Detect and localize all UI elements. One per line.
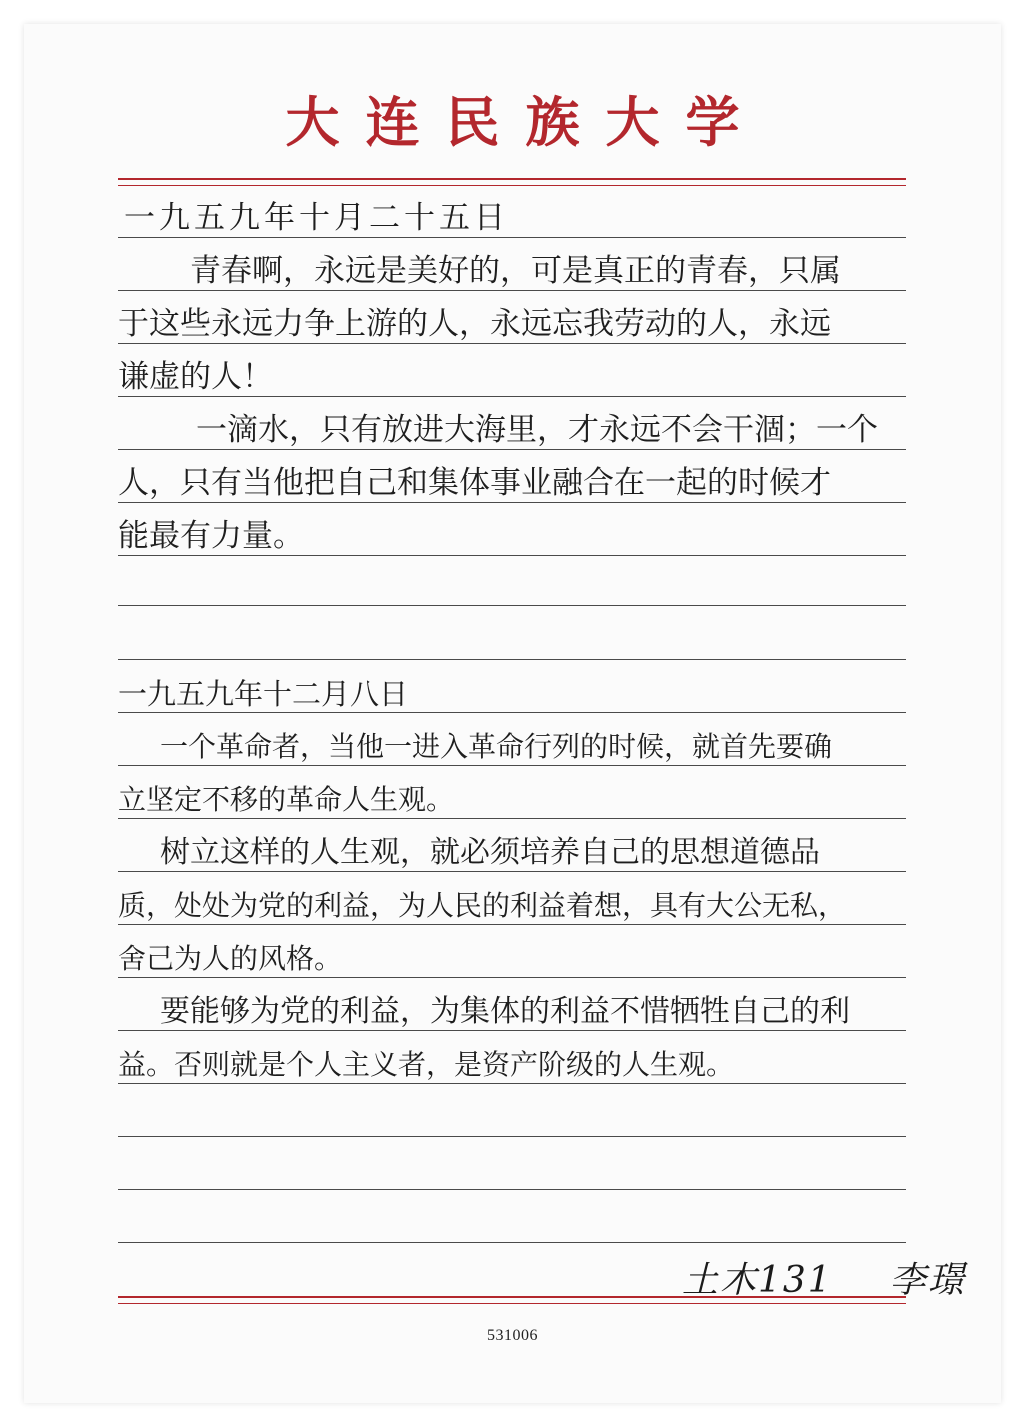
- entry-line: 人，只有当他把自己和集体事业融合在一起的时候才: [118, 465, 831, 501]
- entry-line: 谦虚的人！: [118, 359, 273, 395]
- entry-line: 质，处处为党的利益，为人民的利益着想，具有大公无私，: [118, 889, 847, 922]
- letterhead-title: 大连民族大学: [285, 90, 766, 154]
- ruled-line: [118, 1136, 906, 1137]
- ruled-line: [118, 605, 906, 606]
- entry-line: 要能够为党的利益，为集体的利益不惜牺牲自己的利: [160, 994, 850, 1029]
- entry-line: 益。否则就是个人主义者，是资产阶级的人生观。: [118, 1048, 735, 1081]
- signature-name: 李璟: [889, 1260, 966, 1301]
- entry-date: 一九五九年十月二十五日: [124, 200, 509, 236]
- form-code: 531006: [487, 1327, 538, 1344]
- entry-line: 于这些永远力争上游的人，永远忘我劳动的人，永远: [118, 306, 831, 342]
- ruled-line: [118, 1189, 906, 1190]
- ruled-line: [118, 659, 906, 660]
- signature: [682, 1252, 966, 1303]
- entry-line: 立坚定不移的革命人生观。: [118, 783, 455, 816]
- entry-line: 一个革命者，当他一进入革命行列的时候，就首先要确: [160, 730, 833, 763]
- entry-line: 能最有力量。: [118, 518, 304, 554]
- ruled-line: [118, 1242, 906, 1243]
- signature-department: 土木131: [682, 1260, 833, 1301]
- header-rule: [118, 178, 906, 186]
- entry-line: 一滴水，只有放进大海里，才永远不会干涸；一个: [196, 412, 878, 448]
- entry-date: 一九五九年十二月八日: [118, 677, 409, 711]
- entry-line: 树立这样的人生观，就必须培养自己的思想道德品: [160, 835, 820, 870]
- entry-line: 舍己为人的风格。: [118, 942, 343, 975]
- entry-line: 青春啊，永远是美好的，可是真正的青春，只属: [190, 253, 841, 289]
